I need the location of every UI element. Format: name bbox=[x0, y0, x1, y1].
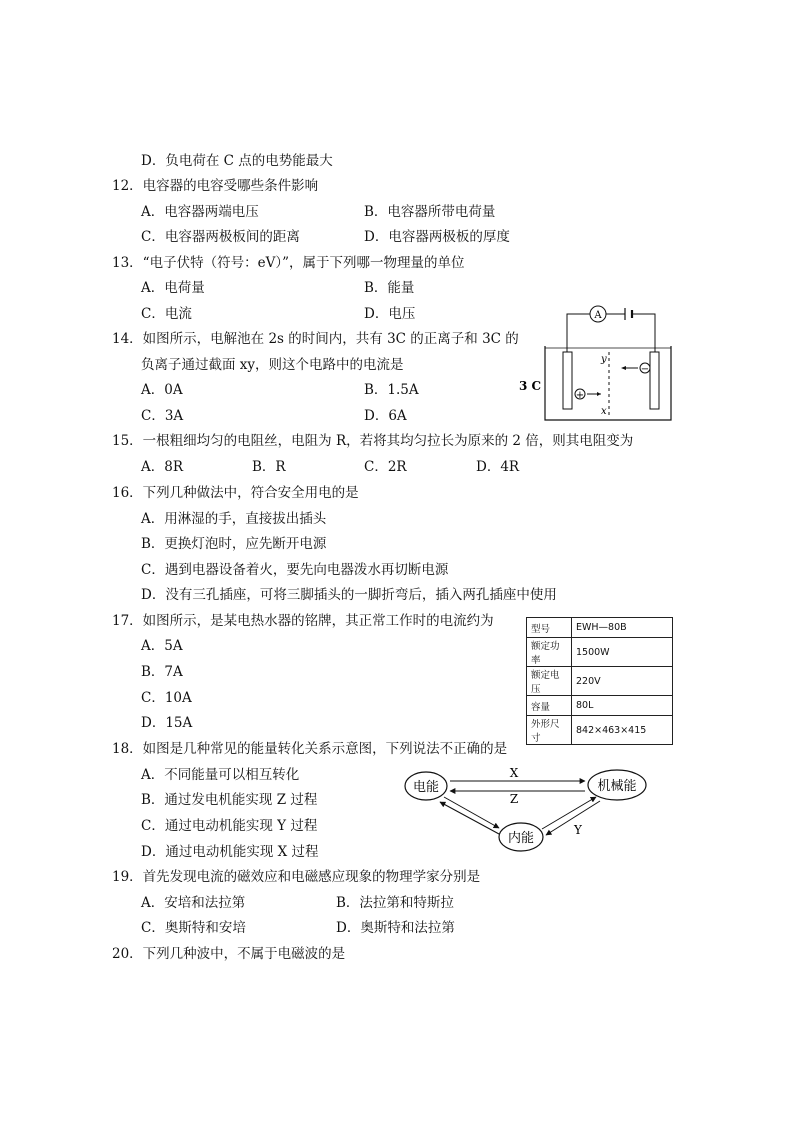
q13-stem: 13．“电子伏特（符号：eV）”，属于下列哪一物理量的单位 bbox=[112, 255, 465, 271]
q19-stem: 19．首先发现电流的磁效应和电磁感应现象的物理学家分别是 bbox=[112, 869, 481, 885]
q12-option-d: D．电容器两极板的厚度 bbox=[364, 229, 510, 245]
z-process-label: Z bbox=[509, 792, 519, 806]
q16-option-c: C．遇到电器设备着火，要先向电器泼水再切断电源 bbox=[141, 562, 449, 578]
nameplate-key: 容量 bbox=[527, 696, 572, 716]
table-row bbox=[527, 696, 673, 716]
q14-option-a: A．0A bbox=[141, 382, 183, 398]
q12-stem: 12．电容器的电容受哪些条件影响 bbox=[112, 178, 319, 194]
positive-ion-sign: + bbox=[575, 390, 585, 401]
q14-option-b: B．1.5A bbox=[364, 382, 419, 398]
mechanical-energy-label: 机械能 bbox=[597, 779, 637, 794]
internal-energy-label: 内能 bbox=[507, 831, 535, 846]
nameplate-value: 80L bbox=[572, 696, 673, 716]
q16-option-a: A．用淋湿的手，直接拔出插头 bbox=[141, 511, 327, 527]
nameplate-table bbox=[526, 617, 673, 745]
q19-option-a: A．安培和法拉第 bbox=[141, 895, 246, 911]
x-process-label: X bbox=[509, 766, 519, 780]
q18-option-b: B．通过发电机能实现 Z 过程 bbox=[141, 792, 318, 808]
q14-option-c: C．3A bbox=[141, 408, 184, 424]
q14-option-d: D．6A bbox=[364, 408, 407, 424]
table-row bbox=[527, 618, 673, 638]
q16-option-d: D．没有三孔插座，可将三脚插头的一脚折弯后，插入两孔插座中使用 bbox=[141, 587, 557, 603]
q16-option-b: B．更换灯泡时，应先断开电源 bbox=[141, 536, 327, 552]
q19-option-c: C．奥斯特和安培 bbox=[141, 920, 246, 936]
q15-option-c: C．2R bbox=[364, 459, 407, 475]
q14-stem: 14．如图所示，电解池在 2s 的时间内，共有 3C 的正离子和 3C 的 bbox=[112, 331, 519, 347]
nameplate-key: 额定功率 bbox=[527, 638, 572, 667]
negative-ion-sign: − bbox=[640, 364, 650, 375]
q15-stem: 15．一根粗细均匀的电阻丝，电阻为 R，若将其均匀拉长为原来的 2 倍，则其电阻变为 bbox=[112, 433, 634, 449]
q17-option-c: C．10A bbox=[141, 690, 192, 706]
y-process-label: Y bbox=[574, 823, 582, 837]
q11-option-d: D．负电荷在 C 点的电势能最大 bbox=[141, 153, 333, 169]
q17-option-d: D．15A bbox=[141, 715, 193, 731]
q18-stem: 18．如图是几种常见的能量转化关系示意图，下列说法不正确的是 bbox=[112, 741, 508, 757]
energy-conversion-figure bbox=[400, 764, 660, 859]
q17-option-a: A．5A bbox=[141, 638, 183, 654]
table-row bbox=[527, 638, 673, 667]
q12-option-c: C．电容器两极板间的距离 bbox=[141, 229, 300, 245]
nameplate-key: 型号 bbox=[527, 618, 572, 638]
q15-option-a: A．8R bbox=[141, 459, 184, 475]
nameplate-key: 外形尺寸 bbox=[527, 716, 572, 745]
q19-option-d: D．奥斯特和法拉第 bbox=[336, 920, 455, 936]
y-label: y bbox=[601, 354, 607, 365]
charge-label: 3 C bbox=[519, 379, 542, 393]
nameplate-value: 220V bbox=[572, 667, 673, 696]
x-label: x bbox=[601, 406, 607, 417]
nameplate-key: 额定电压 bbox=[527, 667, 572, 696]
q15-option-d: D．4R bbox=[476, 459, 520, 475]
q17-stem: 17．如图所示，是某电热水器的铭牌，其正常工作时的电流约为 bbox=[112, 613, 494, 629]
q15-option-b: B．R bbox=[252, 459, 286, 475]
q13-option-c: C．电流 bbox=[141, 306, 192, 322]
q16-stem: 16．下列几种做法中，符合安全用电的是 bbox=[112, 485, 359, 501]
table-row bbox=[527, 716, 673, 745]
q20-stem: 20．下列几种波中，不属于电磁波的是 bbox=[112, 946, 346, 962]
q13-option-a: A．电荷量 bbox=[141, 280, 205, 296]
q19-option-b: B．法拉第和特斯拉 bbox=[336, 895, 454, 911]
q17-option-b: B．7A bbox=[141, 664, 183, 680]
q18-option-a: A．不同能量可以相互转化 bbox=[141, 767, 300, 783]
q18-option-d: D．通过电动机能实现 X 过程 bbox=[141, 844, 319, 860]
nameplate-value: 842×463×415 bbox=[572, 716, 673, 745]
q14-stem-cont: 负离子通过截面 xy，则这个电路中的电流是 bbox=[141, 357, 404, 373]
ammeter-label: A bbox=[594, 310, 602, 321]
q12-option-b: B．电容器所带电荷量 bbox=[364, 204, 496, 220]
q12-option-a: A．电容器两端电压 bbox=[141, 204, 259, 220]
electric-energy-label: 电能 bbox=[412, 780, 440, 795]
electrolysis-figure bbox=[515, 300, 685, 425]
q13-option-b: B．能量 bbox=[364, 280, 415, 296]
nameplate-value: EWH—80B bbox=[572, 618, 673, 638]
q18-option-c: C．通过电动机能实现 Y 过程 bbox=[141, 818, 318, 834]
nameplate-value: 1500W bbox=[572, 638, 673, 667]
q13-option-d: D．电压 bbox=[364, 306, 416, 322]
table-row bbox=[527, 667, 673, 696]
